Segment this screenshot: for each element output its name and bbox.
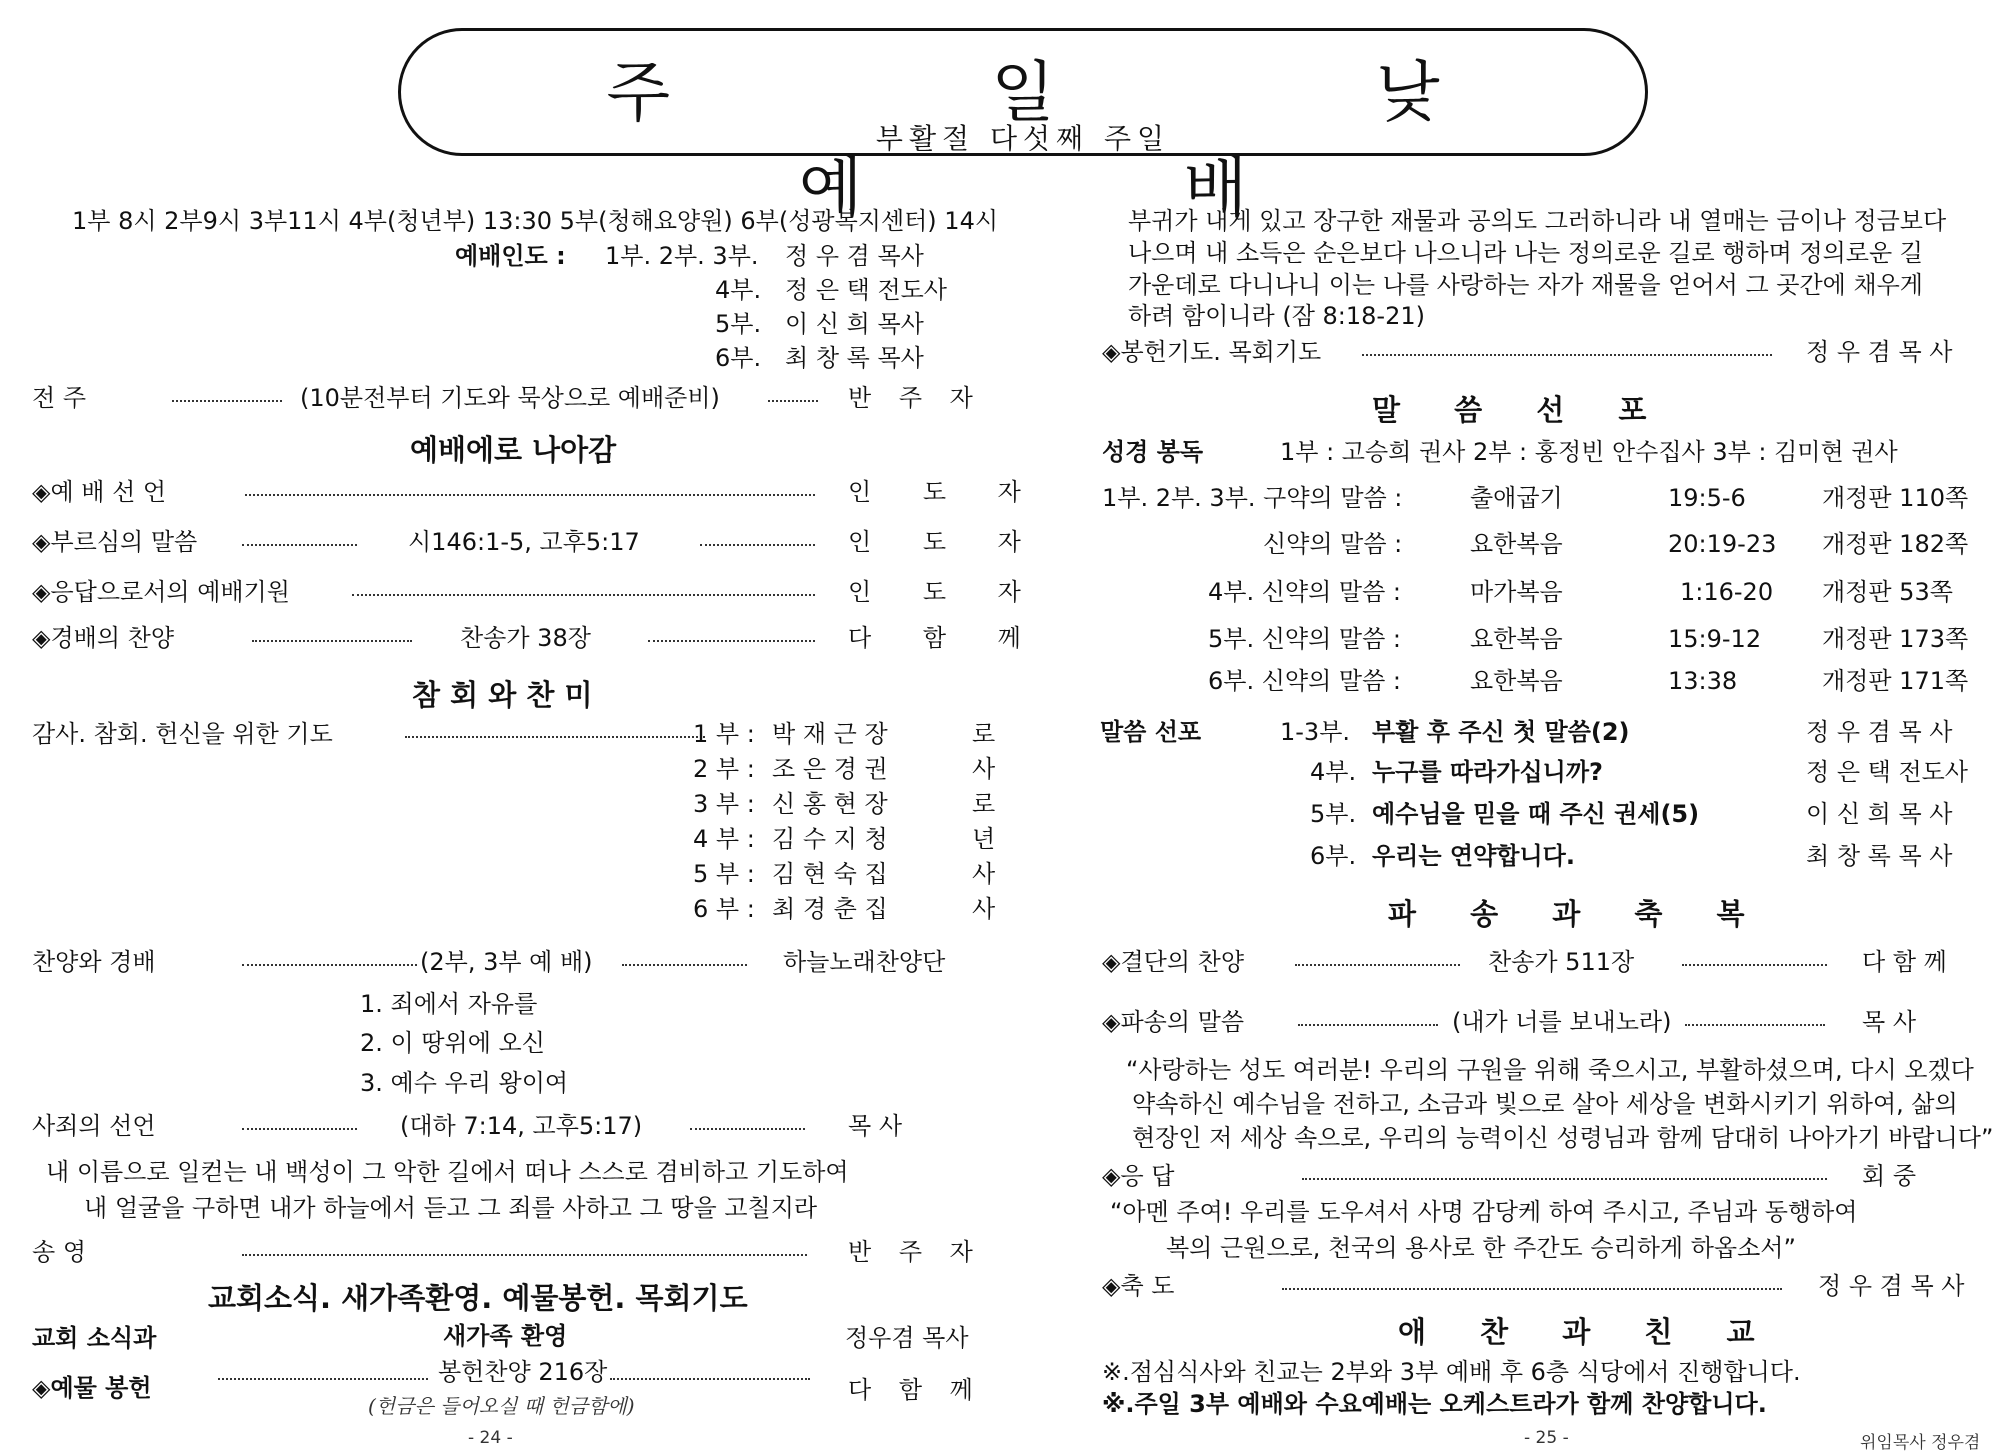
prayer-part: 2 부 :	[693, 755, 755, 783]
verse-line: 내 얼굴을 구하면 내가 하늘에서 듣고 그 죄를 사하고 그 땅을 고칠지라	[84, 1194, 818, 1222]
leader-name: 정 은 택 전도사	[785, 276, 947, 304]
praise-label: 찬양와 경배	[32, 948, 156, 976]
prayer-title: 사	[972, 860, 996, 888]
dot-leader	[1685, 1024, 1825, 1026]
sermon-title: 우리는 연약합니다.	[1372, 842, 1575, 870]
note-line: ※.주일 3부 예배와 수요예배는 오케스트라가 함께 찬양합니다.	[1102, 1390, 1767, 1418]
sending-line: 현장인 저 세상 속으로, 우리의 능력이신 성령님과 함께 담대히 나아가기 바랍니다”	[1132, 1124, 1994, 1152]
verse-line: 가운데로 다니나니 이는 나를 사랑하는 자가 재물을 얻어서 그 곳간에 채우게	[1128, 271, 1923, 299]
prayer-title: 로	[972, 790, 996, 818]
dot-leader	[242, 1128, 357, 1130]
sermon-part: 4부.	[1310, 758, 1357, 786]
dot-leader	[218, 1378, 428, 1380]
doxology-label: 송 영	[32, 1238, 86, 1266]
leaders-label: 예배인도 :	[455, 242, 566, 270]
leader-parts: 1부. 2부. 3부.	[605, 242, 759, 270]
song-item: 1. 죄에서 자유를	[360, 990, 538, 1018]
response-label: ◈응 답	[1102, 1162, 1175, 1190]
absolution-label: 사죄의 선언	[32, 1112, 156, 1140]
sermon-who: 이 신 희 목 사	[1806, 800, 1953, 828]
order-item-label: ◈예 배 선 언	[32, 478, 167, 506]
reading-part: 6부. 신약의 말씀 :	[1208, 667, 1401, 695]
newcomer-label: 새가족 환영	[443, 1322, 568, 1350]
order-item-who: 다 함 께	[848, 624, 1043, 652]
reading-part: 4부. 신약의 말씀 :	[1208, 578, 1401, 606]
order-item-who: 인 도 자	[848, 578, 1043, 606]
section-heading: 말 씀 선 포	[1372, 393, 1669, 427]
dot-leader	[1302, 1178, 1827, 1180]
order-item-detail: 찬송가 38장	[460, 624, 591, 652]
sending-who: 목 사	[1862, 1008, 1916, 1036]
offering-who: 다 함 께	[848, 1376, 983, 1404]
dot-leader	[610, 1378, 810, 1380]
dot-leader	[242, 964, 417, 966]
prayer-title: 로	[972, 720, 996, 748]
decision-detail: 찬송가 511장	[1488, 948, 1635, 976]
dot-leader	[352, 594, 815, 596]
sermon-label: 말씀 선포	[1100, 718, 1202, 746]
page-number: - 25 -	[1524, 1428, 1569, 1448]
note-line: ※.점심식사와 친교는 2부와 3부 예배 후 6층 식당에서 진행합니다.	[1102, 1358, 1801, 1386]
reading-book: 요한복음	[1470, 530, 1563, 558]
dot-leader	[242, 1254, 807, 1256]
dot-leader	[1682, 964, 1827, 966]
prayer-name: 김 현 숙 집	[772, 860, 888, 888]
sermon-title: 부활 후 주신 첫 말씀(2)	[1372, 718, 1630, 746]
verse-line: 부귀가 내게 있고 장구한 재물과 공의도 그러하니라 내 열매는 금이나 정금보다	[1128, 207, 1947, 235]
absolution-who: 목 사	[848, 1112, 902, 1140]
dot-leader	[1298, 1024, 1438, 1026]
readers: 1부 : 고승희 권사 2부 : 홍정빈 안수집사 3부 : 김미현 권사	[1280, 438, 1898, 466]
reading-page: 개정판 182쪽	[1822, 530, 1969, 558]
response-line: “아멘 주여! 우리를 도우셔서 사명 감당케 하여 주시고, 주님과 동행하여	[1110, 1198, 1858, 1226]
sending-line: “사랑하는 성도 여러분! 우리의 구원을 위해 죽으시고, 부활하셨으며, 다시 오겠다	[1126, 1056, 1974, 1084]
sermon-part: 5부.	[1310, 800, 1357, 828]
leader-name: 최 창 록 목사	[785, 344, 924, 372]
blessing-label: ◈축 도	[1102, 1272, 1175, 1300]
reading-page: 개정판 173쪽	[1822, 625, 1969, 653]
reading-page: 개정판 171쪽	[1822, 667, 1969, 695]
reading-book: 요한복음	[1470, 667, 1563, 695]
leader-name: 이 신 희 목사	[785, 310, 924, 338]
sermon-title: 예수님을 믿을 때 주신 권세(5)	[1372, 800, 1700, 828]
reading-ref: 20:19-23	[1668, 530, 1777, 558]
service-schedule: 1부 8시 2부9시 3부11시 4부(청년부) 13:30 5부(청해요양원) 6부(성광복지센터) 14시	[72, 207, 999, 235]
offering-note: (헌금은 들어오실 때 헌금함에)	[368, 1394, 635, 1418]
section-heading: 참 회 와 찬 미	[412, 678, 593, 712]
prayer-part: 5 부 :	[693, 860, 755, 888]
prayer-label: 감사. 참회. 헌신을 위한 기도	[32, 720, 333, 748]
order-item-who: 인 도 자	[848, 478, 1043, 506]
order-item-who: 인 도 자	[848, 528, 1043, 556]
page-number: - 24 -	[468, 1428, 513, 1448]
decision-who: 다 함 께	[1862, 948, 1947, 976]
absolution-detail: (대하 7:14, 고후5:17)	[400, 1112, 643, 1140]
reading-ref: 19:5-6	[1668, 484, 1746, 512]
offering-prayer-label: ◈봉헌기도. 목회기도	[1102, 338, 1322, 366]
dot-leader	[242, 544, 357, 546]
offering-prayer-who: 정 우 겸 목 사	[1806, 338, 1953, 366]
praise-who: 하늘노래찬양단	[783, 948, 946, 976]
offering-label: ◈예물 봉헌	[32, 1374, 152, 1402]
reading-ref: 13:38	[1668, 667, 1738, 695]
prayer-part: 1 부 :	[693, 720, 755, 748]
prayer-part: 3 부 :	[693, 790, 755, 818]
prelude-detail: (10분전부터 기도와 묵상으로 예배준비)	[300, 384, 720, 412]
sending-label: ◈파송의 말씀	[1102, 1008, 1245, 1036]
dot-leader	[1282, 1288, 1782, 1290]
verse-line: 내 이름으로 일컫는 내 백성이 그 악한 길에서 떠나 스스로 겸비하고 기도하여	[46, 1158, 849, 1186]
sending-detail: (내가 너를 보내노라)	[1452, 1008, 1672, 1036]
prelude-who: 반 주 자	[848, 384, 983, 412]
leader-parts: 5부.	[715, 310, 762, 338]
order-item-label: ◈경배의 찬양	[32, 624, 175, 652]
prayer-title: 사	[972, 895, 996, 923]
sermon-who: 최 창 록 목 사	[1806, 842, 1953, 870]
prayer-part: 6 부 :	[693, 895, 755, 923]
dot-leader	[700, 544, 815, 546]
reading-page: 개정판 53쪽	[1822, 578, 1953, 606]
news-who: 정우겸 목사	[845, 1324, 969, 1352]
sermon-who: 정 우 겸 목 사	[1806, 718, 1953, 746]
order-item-label: ◈부르심의 말씀	[32, 528, 198, 556]
dot-leader	[690, 1128, 805, 1130]
doxology-who: 반 주 자	[848, 1238, 983, 1266]
dot-leader	[252, 640, 412, 642]
reading-book: 출애굽기	[1470, 484, 1563, 512]
prayer-title: 사	[972, 755, 996, 783]
reading-label: 성경 봉독	[1102, 438, 1204, 466]
dot-leader	[172, 400, 282, 402]
sermon-part: 1-3부.	[1280, 718, 1351, 746]
order-item-label: ◈응답으로서의 예배기원	[32, 578, 290, 606]
section-heading: 애 찬 과 친 교	[1398, 1315, 1777, 1349]
dot-leader	[405, 736, 705, 738]
reading-ref: 15:9-12	[1668, 625, 1762, 653]
prayer-name: 박 재 근 장	[772, 720, 888, 748]
prayer-name: 김 수 지 청	[772, 825, 888, 853]
offering-song: 봉헌찬양 216장	[438, 1358, 608, 1386]
leader-parts: 6부.	[715, 344, 762, 372]
leader-name: 정 우 겸 목사	[785, 242, 924, 270]
verse-line: 나으며 내 소득은 순은보다 나으니라 나는 정의로운 길로 행하며 정의로운 길	[1128, 239, 1923, 267]
dot-leader	[768, 400, 818, 402]
prayer-title: 년	[972, 825, 996, 853]
song-item: 3. 예수 우리 왕이여	[360, 1069, 569, 1097]
dot-leader	[1295, 964, 1460, 966]
praise-detail: (2부, 3부 예 배)	[420, 948, 593, 976]
title-banner	[398, 28, 1648, 226]
signature: 위임목사 정우겸	[1860, 1433, 1981, 1453]
prayer-name: 신 홍 현 장	[772, 790, 888, 818]
sermon-who: 정 은 택 전도사	[1806, 758, 1968, 786]
dot-leader	[1362, 354, 1772, 356]
news-label: 교회 소식과	[32, 1324, 157, 1352]
prelude-label: 전 주	[32, 384, 86, 412]
section-heading: 예배에로 나아감	[410, 433, 617, 467]
response-line: 복의 근원으로, 천국의 용사로 한 주간도 승리하게 하옵소서”	[1166, 1234, 1796, 1262]
decision-label: ◈결단의 찬양	[1102, 948, 1245, 976]
reading-part: 1부. 2부. 3부. 구약의 말씀 :	[1102, 484, 1403, 512]
dot-leader	[648, 640, 815, 642]
leader-parts: 4부.	[715, 276, 762, 304]
sending-line: 약속하신 예수님을 전하고, 소금과 빛으로 살아 세상을 변화시키기 위하여, 삶의	[1132, 1090, 1958, 1118]
response-who: 회 중	[1862, 1162, 1916, 1190]
verse-line: 하려 함이니라 (잠 8:18-21)	[1128, 302, 1425, 330]
reading-book: 마가복음	[1470, 578, 1563, 606]
reading-book: 요한복음	[1470, 625, 1563, 653]
dot-leader	[245, 494, 815, 496]
prayer-name: 조 은 경 권	[772, 755, 888, 783]
reading-part: 5부. 신약의 말씀 :	[1208, 625, 1401, 653]
sermon-part: 6부.	[1310, 842, 1357, 870]
order-item-detail: 시146:1-5, 고후5:17	[408, 528, 640, 556]
dot-leader	[622, 964, 747, 966]
page-subtitle: 부활절 다섯째 주일	[875, 122, 1171, 155]
sermon-title: 누구를 따라가십니까?	[1372, 758, 1603, 786]
prayer-part: 4 부 :	[693, 825, 755, 853]
section-heading: 교회소식. 새가족환영. 예물봉헌. 목회기도	[208, 1281, 748, 1315]
blessing-who: 정 우 겸 목 사	[1818, 1272, 1965, 1300]
reading-ref: 1:16-20	[1680, 578, 1774, 606]
prayer-name: 최 경 춘 집	[772, 895, 888, 923]
song-item: 2. 이 땅위에 오신	[360, 1029, 545, 1057]
reading-part: 신약의 말씀 :	[1263, 530, 1403, 558]
reading-page: 개정판 110쪽	[1822, 484, 1969, 512]
section-heading: 파 송 과 축 복	[1388, 897, 1767, 931]
page-title: 주 일 낮 예 배	[606, 54, 1590, 226]
